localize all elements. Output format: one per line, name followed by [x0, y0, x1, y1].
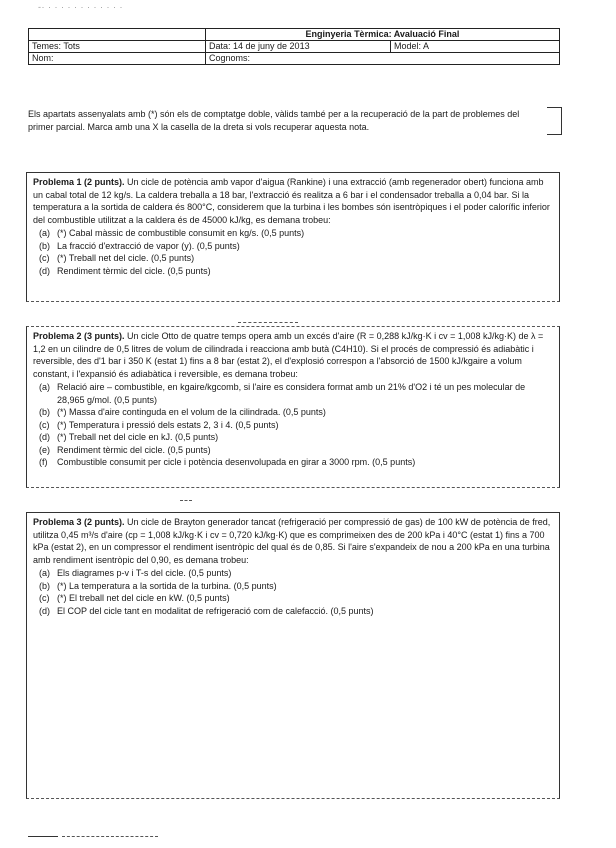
recovery-checkbox[interactable] — [547, 107, 562, 135]
item-label: (d) — [39, 605, 50, 616]
intro-text: Els apartats assenyalats amb (*) són els de comptatge doble, vàlids també per a la recuperació de la part de problemes del primer parcial. Marca amb una X la casella de la dreta si vols recuperar aquesta nota. — [28, 109, 520, 132]
footer-dash — [62, 836, 158, 837]
item-text: (*) Cabal màssic de combustible consumit en kg/s. (0,5 punts) — [57, 228, 305, 238]
course-title: Enginyeria Tèrmica: Avaluació Final — [206, 29, 560, 41]
item-label: (a) — [39, 382, 50, 392]
problem-3-statement: Un cicle de Brayton generador tancat (refrigeració per compressió de gas) de 100 kW de potència de fred, utilitza 0,45 m³/s d'aire (cp = 1,008 kJ/kg·K i cv = 0,720 kJ/kg·K) que es comprimeixen des de 200 kPa i 40°C (estat 1) fins a 700 kPa (estat 2), en un compressor el rendiment isentròpic del qual és de 0,85. Si l'aire s'expandeix de nou a 200 kPa en una turbina amb rendiment isentròpic del 0,90, es demana trobeu: — [33, 517, 551, 565]
footer-rule — [28, 836, 58, 837]
header-blank-left — [29, 29, 206, 41]
list-item — [39, 444, 553, 457]
handwritten-scrawl: -· · · · · · · · · · · · · — [38, 2, 123, 12]
item-label: (e) — [39, 444, 50, 455]
data-label: Data: 14 de juny de 2013 — [206, 41, 391, 53]
list-item — [39, 419, 553, 432]
list-item — [39, 431, 553, 444]
list-item — [39, 265, 553, 278]
list-item — [39, 227, 553, 240]
item-label: (c) — [39, 419, 50, 430]
item-label: (d) — [39, 432, 50, 442]
problem-2-statement: Un cicle Otto de quatre temps opera amb un excés d'aire (R = 0,288 kJ/kg·K i cv = 1,008 kJ/kg·K) de λ = 1,2 en un cilindre de 0,5 litres de volum de cilindrada i reacciona amb butà (C4H10). Si el procés de compressió és adiabàtic i reversible, des d'1 bar i 350 K (estat 1) fins a 8 bar (estat 2), el d'explosió correspon a l'absorció de 1500 kJ/kgaire a volum constant, i l'expansió és adiabàtica i reversible, es demana trobeu: — [33, 331, 544, 379]
nom-field[interactable]: Nom: — [29, 53, 206, 65]
problem-1-statement: Un cicle de potència amb vapor d'aigua (Rankine) i una extracció (amb regenerador obert) funciona amb un cabal total de 12 kg/s. La caldera treballa a 18 bar, l'extracció és realitza a 6 bar i el condensador treballa a 0,04 bar. Si la temperatura a la sortida de caldera és 800°C, considerem que la turbina i les bombes són isentròpiques i el poder calorífic inferior del combustible utilitzat a la caldera és de 45000 kJ/kg, es demana trobeu: — [33, 177, 550, 225]
item-text: (*) El treball net del cicle en kW. (0,5 punts) — [57, 593, 230, 603]
list-item — [39, 381, 553, 406]
list-item — [39, 605, 553, 618]
model-label: Model: A — [391, 41, 560, 53]
item-text: (*) Temperatura i pressió dels estats 2, 3 i 4. (0,5 punts) — [57, 419, 279, 430]
item-text: (*) Treball net del cicle. (0,5 punts) — [57, 253, 195, 263]
problem-3 — [26, 512, 560, 799]
list-item — [39, 580, 553, 593]
problem-2-title: Problema 2 (3 punts). — [33, 331, 125, 341]
item-text: Rendiment tèrmic del cicle. (0,5 punts) — [57, 444, 211, 455]
item-label: (c) — [39, 593, 50, 603]
list-item — [39, 240, 553, 253]
list-item — [39, 567, 553, 580]
item-label: (b) — [39, 580, 50, 591]
item-text: Relació aire – combustible, en kgaire/kgcomb, si l'aire es considera format amb un 21% d'O2 i té un pes molecular de 28,965 g/mol. (0,5 punts) — [57, 382, 526, 405]
item-label: (b) — [39, 240, 50, 251]
item-text: Els diagrames p-v i T-s del cicle. (0,5 punts) — [57, 568, 232, 578]
problem-2 — [26, 326, 560, 488]
problem-3-items — [33, 567, 553, 617]
item-label: (a) — [39, 568, 50, 578]
separator-dash — [238, 322, 298, 323]
item-label: (a) — [39, 228, 50, 238]
list-item — [39, 252, 553, 265]
problem-1 — [26, 172, 560, 302]
cognoms-field[interactable]: Cognoms: — [206, 53, 560, 65]
list-item — [39, 456, 553, 469]
item-text: La fracció d'extracció de vapor (y). (0,5 punts) — [57, 240, 240, 251]
problem-1-title: Problema 1 (2 punts). — [33, 177, 125, 187]
temes-label: Temes: Tots — [29, 41, 206, 53]
item-label: (b) — [39, 407, 50, 417]
separator-dash — [180, 500, 192, 501]
item-label: (f) — [39, 457, 48, 467]
item-text: Rendiment tèrmic del cicle. (0,5 punts) — [57, 265, 211, 276]
item-text: Combustible consumit per cicle i potència desenvolupada en girar a 3000 rpm. (0,5 punts) — [57, 457, 416, 467]
item-text: (*) La temperatura a la sortida de la turbina. (0,5 punts) — [57, 580, 277, 591]
item-text: El COP del cicle tant en modalitat de refrigeració com de calefacció. (0,5 punts) — [57, 605, 374, 616]
item-text: (*) Treball net del cicle en kJ. (0,5 punts) — [57, 432, 219, 442]
item-label: (c) — [39, 253, 50, 263]
problem-1-items — [33, 227, 553, 277]
item-text: (*) Massa d'aire continguda en el volum de la cilindrada. (0,5 punts) — [57, 407, 326, 417]
problem-3-title: Problema 3 (2 punts). — [33, 517, 125, 527]
list-item — [39, 592, 553, 605]
problem-2-items — [33, 381, 553, 469]
exam-header — [28, 28, 560, 65]
item-label: (d) — [39, 265, 50, 276]
list-item — [39, 406, 553, 419]
